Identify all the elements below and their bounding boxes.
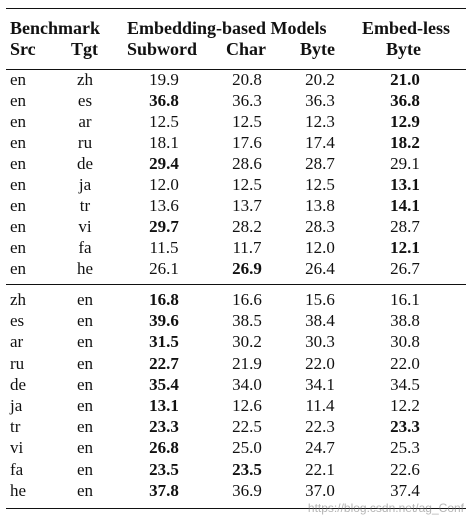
cell-tgt: en [76, 353, 94, 373]
cell-char: 38.5 [232, 311, 262, 331]
cell-subword: 23.5 [149, 459, 179, 479]
table-row [0, 132, 472, 153]
cell-tgt: tr [79, 196, 91, 215]
cell-tgt: fa [78, 238, 92, 257]
cell-src: en [10, 175, 27, 194]
cell-tgt: en [76, 459, 94, 479]
cell-subword: 18.1 [149, 133, 179, 152]
cell-byte: 12.3 [305, 112, 335, 131]
cell-byte: 13.8 [305, 196, 335, 215]
cell-src: zh [10, 290, 27, 309]
cell-byte: 22.1 [305, 459, 335, 479]
table-row [0, 395, 472, 416]
cell-embedless: 12.2 [390, 396, 420, 415]
cell-src: en [10, 238, 27, 257]
cell-src: fa [10, 459, 24, 479]
cell-tgt: en [76, 311, 94, 331]
cell-embedless: 13.1 [390, 175, 420, 194]
cell-byte: 28.7 [305, 154, 335, 173]
cell-char: 17.6 [232, 133, 262, 152]
table-row [0, 216, 472, 237]
cell-embedless: 21.0 [390, 70, 420, 89]
header-char: Char [226, 39, 266, 59]
cell-subword: 35.4 [149, 374, 179, 394]
cell-subword: 31.5 [149, 332, 179, 352]
cell-embedless: 12.9 [390, 112, 420, 131]
header-benchmark: Benchmark [10, 18, 100, 38]
cell-char: 12.5 [232, 175, 262, 194]
cell-embedless: 26.7 [390, 259, 420, 278]
cell-byte: 17.4 [305, 133, 335, 152]
cell-char: 36.9 [232, 480, 262, 500]
cell-embedless: 18.2 [390, 133, 420, 152]
cell-subword: 37.8 [149, 480, 179, 500]
cell-src: en [10, 154, 27, 173]
cell-char: 21.9 [232, 353, 262, 373]
table-row [0, 111, 472, 132]
header-subword: Subword [127, 39, 198, 59]
cell-tgt: en [76, 438, 94, 458]
cell-subword: 19.9 [149, 70, 179, 89]
cell-byte: 11.4 [305, 396, 335, 415]
cell-char: 16.6 [232, 290, 262, 309]
cell-embedless: 38.8 [390, 311, 420, 331]
cell-embedless: 12.1 [390, 238, 420, 257]
cell-char: 12.5 [232, 112, 262, 131]
cell-tgt: he [76, 259, 94, 278]
cell-byte: 15.6 [305, 290, 335, 309]
table-row [0, 310, 472, 331]
cell-byte: 38.4 [305, 311, 335, 331]
cell-char: 30.2 [232, 332, 262, 352]
table-row [0, 174, 472, 195]
cell-char: 36.3 [232, 91, 262, 110]
cell-src: en [10, 196, 27, 215]
table-row [0, 195, 472, 216]
cell-byte: 20.2 [305, 70, 335, 89]
cell-subword: 22.7 [149, 353, 179, 373]
cell-subword: 39.6 [149, 311, 179, 331]
header-embedless-group: Embed-less [362, 18, 451, 38]
cell-char: 12.6 [232, 396, 262, 415]
cell-src: ar [10, 332, 24, 352]
cell-byte: 34.1 [305, 374, 335, 394]
cell-subword: 29.7 [149, 217, 179, 236]
cell-byte: 30.3 [305, 332, 335, 352]
cell-embedless: 23.3 [390, 417, 420, 437]
table-row [0, 331, 472, 352]
table-top-rule [6, 8, 466, 9]
table-row [0, 374, 472, 395]
table-row [0, 237, 472, 258]
cell-embedless: 29.1 [390, 154, 420, 173]
table-row [0, 480, 472, 501]
table-row [0, 416, 472, 437]
cell-char: 25.0 [232, 438, 262, 458]
cell-char: 13.7 [232, 196, 262, 215]
cell-byte: 28.3 [305, 217, 335, 236]
cell-byte: 24.7 [305, 438, 335, 458]
cell-src: vi [10, 438, 24, 458]
cell-byte: 22.3 [305, 417, 335, 437]
group-separator-rule [6, 284, 466, 285]
cell-char: 22.5 [232, 417, 262, 437]
cell-tgt: ar [78, 112, 92, 131]
cell-subword: 11.5 [149, 238, 179, 257]
cell-tgt: ja [78, 175, 92, 194]
cell-embedless: 37.4 [390, 480, 420, 500]
table-row [0, 90, 472, 111]
cell-subword: 13.1 [149, 396, 179, 415]
cell-embedless: 16.1 [390, 290, 420, 309]
cell-subword: 12.0 [149, 175, 179, 194]
header-byte: Byte [300, 39, 335, 59]
cell-subword: 29.4 [149, 154, 179, 173]
cell-src: es [10, 311, 25, 331]
cell-src: tr [10, 417, 21, 437]
cell-src: he [10, 480, 27, 500]
cell-tgt: ru [77, 133, 93, 152]
cell-src: ru [10, 353, 25, 373]
cell-tgt: en [76, 396, 94, 415]
header-embedless-byte: Byte [386, 39, 421, 59]
cell-embedless: 22.0 [390, 353, 420, 373]
cell-byte: 26.4 [305, 259, 335, 278]
cell-char: 26.9 [232, 259, 262, 278]
cell-tgt: zh [76, 70, 94, 89]
header-tgt: Tgt [71, 39, 98, 59]
cell-subword: 26.8 [149, 438, 179, 458]
cell-byte: 12.5 [305, 175, 335, 194]
cell-subword: 12.5 [149, 112, 179, 131]
table-row [0, 353, 472, 374]
cell-embedless: 28.7 [390, 217, 420, 236]
cell-char: 23.5 [232, 459, 262, 479]
cell-byte: 22.0 [305, 353, 335, 373]
table-row [0, 258, 472, 279]
cell-tgt: en [76, 374, 94, 394]
cell-embedless: 30.8 [390, 332, 420, 352]
cell-tgt: en [76, 480, 94, 500]
cell-embedless: 14.1 [390, 196, 420, 215]
cell-embedless: 36.8 [390, 91, 420, 110]
cell-embedless: 25.3 [390, 438, 420, 458]
cell-tgt: es [77, 91, 93, 110]
cell-embedless: 34.5 [390, 374, 420, 394]
cell-tgt: en [76, 417, 94, 437]
cell-embedless: 22.6 [390, 459, 420, 479]
table-row [0, 69, 472, 90]
cell-src: en [10, 70, 27, 89]
cell-byte: 12.0 [305, 238, 335, 257]
cell-subword: 23.3 [149, 417, 179, 437]
cell-subword: 36.8 [149, 91, 179, 110]
cell-byte: 36.3 [305, 91, 335, 110]
cell-tgt: de [76, 154, 94, 173]
cell-tgt: en [76, 290, 94, 309]
cell-byte: 37.0 [305, 480, 335, 500]
cell-subword: 26.1 [149, 259, 179, 278]
header-src: Src [10, 39, 36, 59]
cell-src: en [10, 133, 27, 152]
cell-src: en [10, 112, 27, 131]
cell-subword: 16.8 [149, 290, 179, 309]
cell-tgt: vi [78, 217, 92, 236]
cell-subword: 13.6 [149, 196, 179, 215]
cell-src: de [10, 374, 27, 394]
cell-char: 11.7 [232, 238, 262, 257]
cell-src: ja [10, 396, 23, 415]
table-row [0, 459, 472, 480]
cell-char: 34.0 [232, 374, 262, 394]
table-row [0, 153, 472, 174]
cell-src: en [10, 217, 27, 236]
cell-char: 28.2 [232, 217, 262, 236]
watermark-text: https://blog.csdn.net/ag_Conf [307, 501, 464, 515]
cell-src: en [10, 259, 27, 278]
table-row [0, 437, 472, 458]
table-row [0, 289, 472, 310]
cell-char: 28.6 [232, 154, 262, 173]
cell-tgt: en [76, 332, 94, 352]
header-embedding-group: Embedding-based Models [127, 18, 327, 38]
cell-char: 20.8 [232, 70, 262, 89]
cell-src: en [10, 91, 27, 110]
